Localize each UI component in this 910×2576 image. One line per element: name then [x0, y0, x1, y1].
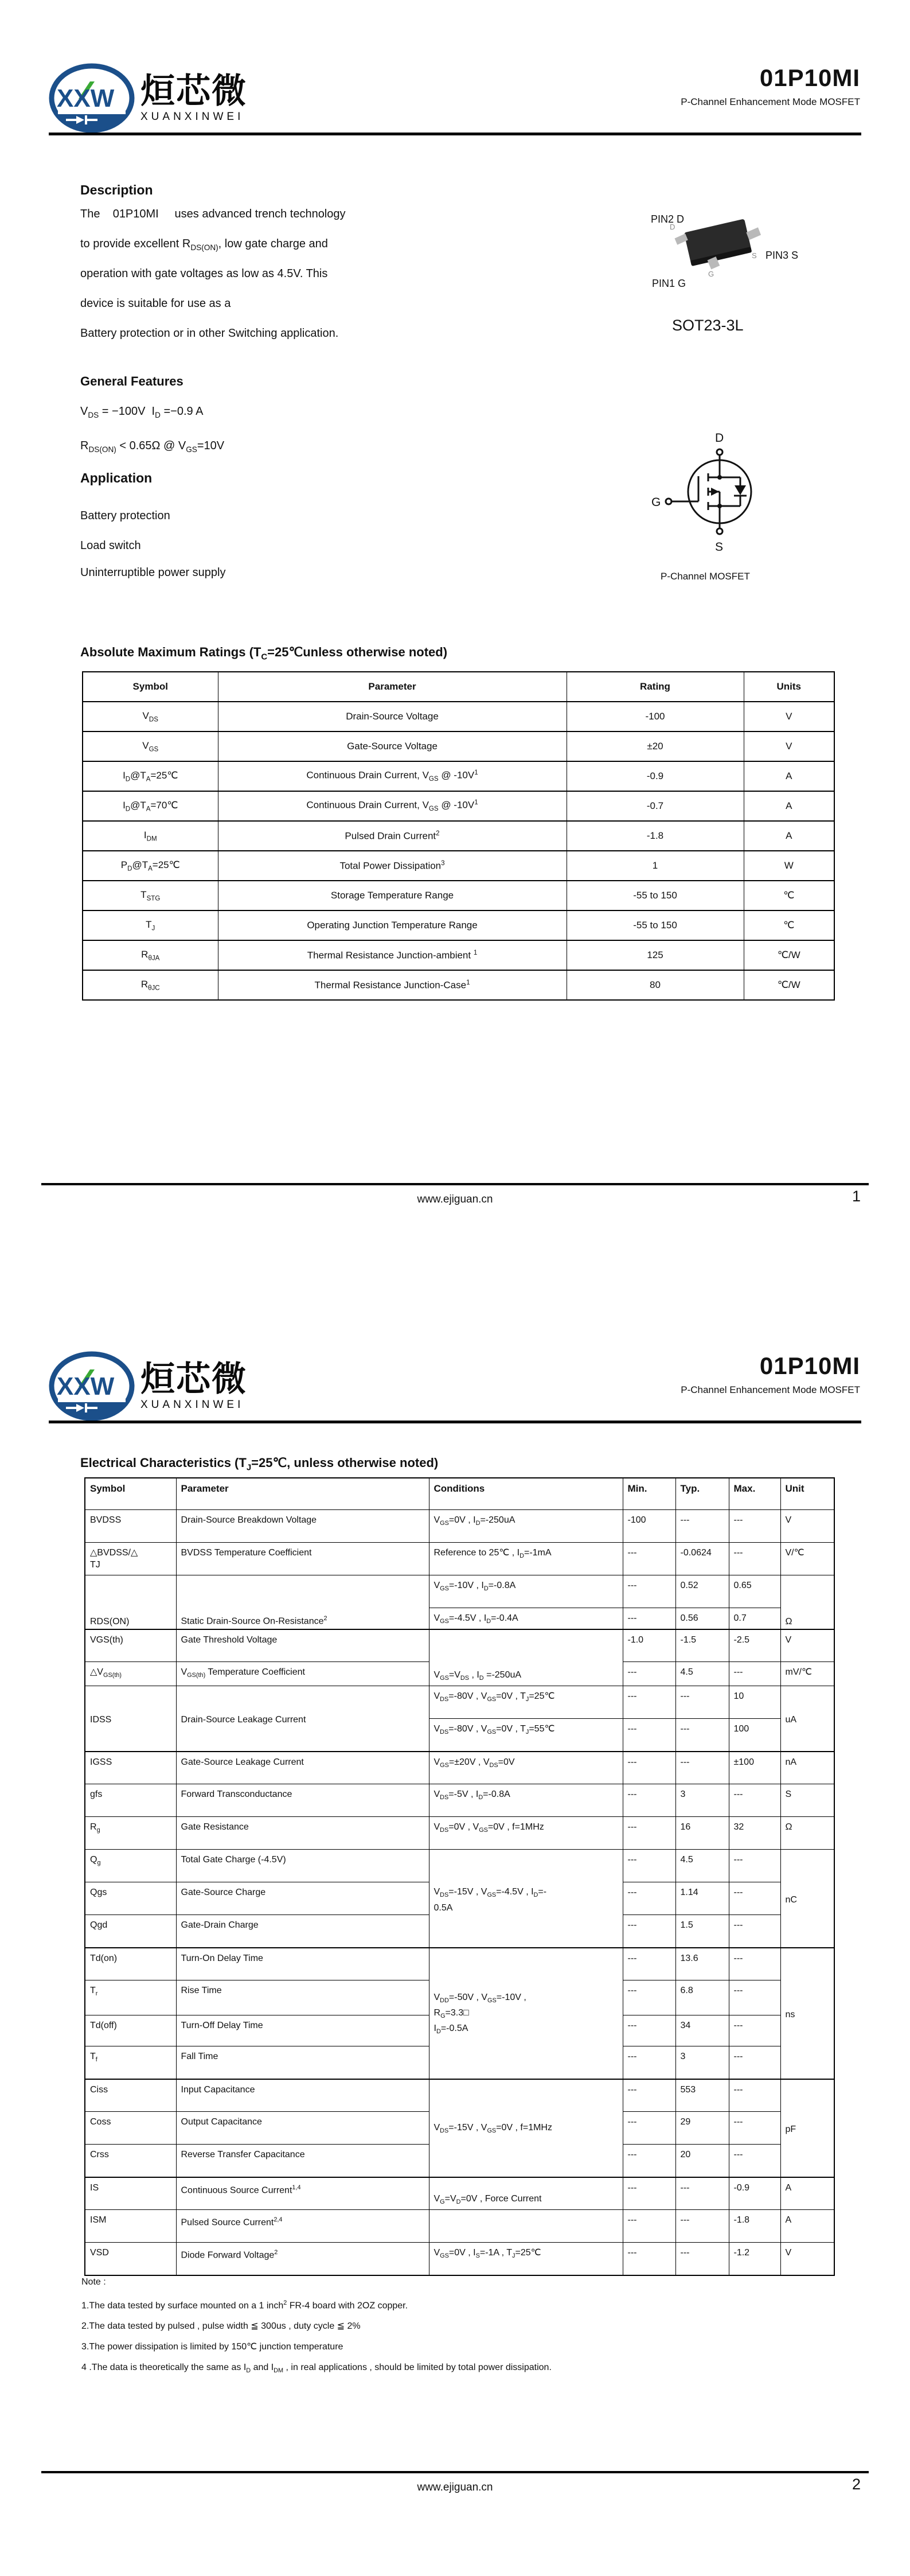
table-cell: 1.14 [675, 1882, 729, 1915]
table-cell: $V_{DS}=-15V$ , $V_{GS}=0V$ , f=1MHz [429, 2079, 623, 2177]
table-cell: $V_{DS}=-5V$ , $I_D=-0.8A$ [429, 1784, 623, 1817]
table-cell: $I_{DM}$ [83, 821, 218, 851]
column-header: Symbol [83, 672, 218, 702]
table-cell: --- [729, 1948, 780, 1980]
document-subtitle: P-Channel Enhancement Mode MOSFET [681, 1384, 860, 1395]
table-cell: $R_g$ [85, 1817, 176, 1850]
description-paragraph [80, 208, 482, 357]
table-cell: --- [623, 1662, 675, 1686]
table-cell: RDS(ON) [85, 1575, 176, 1629]
table-cell: Fall Time [176, 2046, 429, 2079]
table-cell: --- [729, 2015, 780, 2046]
logo-letters: XXW [57, 1372, 115, 1400]
part-number: 01P10MI [759, 64, 860, 91]
header-row [85, 1478, 834, 1509]
note-item: 1.The data tested by surface mounted on a 1 inch$^2$ FR-4 board with 2OZ copper. [81, 2299, 408, 2311]
table-row [83, 881, 834, 910]
table-cell: $P_D@T_A=25℃$ [83, 851, 218, 881]
document-subtitle: P-Channel Enhancement Mode MOSFET [681, 96, 860, 107]
feature-line: $V_{DS} = -100V$ $I_D =-0.9$ A [80, 405, 204, 419]
symbol-gate-label: G [651, 496, 661, 509]
part-number: 01P10MI [759, 1352, 860, 1379]
table-cell: --- [623, 1817, 675, 1850]
column-header: Rating [567, 672, 744, 702]
table-cell: Gate-Source Voltage [218, 731, 567, 761]
package-pin-letter-g: G [708, 270, 714, 278]
table-cell: --- [729, 1662, 780, 1686]
table-cell: 0.65 [729, 1575, 780, 1608]
table-cell: --- [623, 2015, 675, 2046]
table-cell: --- [623, 2112, 675, 2145]
table-cell: IDSS [85, 1686, 176, 1752]
brand-name-en: XUANXINWEI [140, 1398, 244, 1411]
table-cell: $T_{STG}$ [83, 881, 218, 910]
table-cell: Ciss [85, 2079, 176, 2112]
table-cell: V [780, 1509, 834, 1542]
column-header: Symbol [85, 1478, 176, 1509]
table-cell: Continuous Source Current$^{1,4}$ [176, 2177, 429, 2210]
table-row [83, 851, 834, 881]
description-line: The 01P10MI uses advanced trench technology [80, 208, 346, 220]
table-cell: -0.9 [729, 2177, 780, 2210]
table-row [85, 1542, 834, 1575]
package-pin2-label: PIN2 D [651, 213, 685, 225]
table-cell: Turn-Off Delay Time [176, 2015, 429, 2046]
logo-text-block [140, 73, 247, 123]
table-cell: 0.56 [675, 1608, 729, 1629]
table-cell: 16 [675, 1817, 729, 1850]
table-cell: --- [729, 2079, 780, 2112]
application-item: Battery protection [80, 509, 170, 522]
table-cell: ±20 [567, 731, 744, 761]
table-cell: --- [623, 1608, 675, 1629]
mosfet-symbol-diagram [647, 426, 796, 563]
application-item: Uninterruptible power supply [80, 566, 226, 579]
table-cell: Ω [780, 1817, 834, 1850]
title-block [681, 64, 860, 108]
table-cell: --- [623, 1686, 675, 1719]
description-heading: Description [80, 182, 153, 197]
table-cell: Drain-Source Leakage Current [176, 1686, 429, 1752]
column-header: Min. [623, 1478, 675, 1509]
table-cell: VGS(th) [85, 1629, 176, 1662]
package-pin-letter-s: S [752, 251, 757, 260]
table-cell: --- [623, 1719, 675, 1752]
table-cell: --- [623, 1575, 675, 1608]
table-cell: $V_{GS}=0V$ , $I_D=-250uA$ [429, 1509, 623, 1542]
table-row [83, 761, 834, 791]
table-cell: IS [85, 2177, 176, 2210]
company-logo [49, 63, 247, 133]
column-header: Parameter [218, 672, 567, 702]
table-cell: nC [780, 1850, 834, 1948]
table-row [83, 731, 834, 761]
table-cell: W [744, 851, 834, 881]
table-cell: Pulsed Source Current$^{2,4}$ [176, 2210, 429, 2243]
table-row [85, 1629, 834, 1662]
table-row [85, 2210, 834, 2243]
table-cell: Total Power Dissipation$^3$ [218, 851, 567, 881]
title-block [681, 1352, 860, 1396]
table-cell: V [744, 702, 834, 731]
table-cell: $V_{GS}=\pm 20V$ , $V_{DS}=0V$ [429, 1752, 623, 1784]
table-cell: --- [623, 1850, 675, 1882]
description-line: to provide excellent $R_{DS(ON)}$, low gate charge and [80, 238, 328, 252]
table-cell: 4.5 [675, 1662, 729, 1686]
package-photo [622, 201, 823, 304]
table-cell: -0.9 [567, 761, 744, 791]
table-cell: Reverse Transfer Capacitance [176, 2145, 429, 2177]
table-cell: BVDSS Temperature Coefficient [176, 1542, 429, 1575]
column-header: Typ. [675, 1478, 729, 1509]
table-row [83, 821, 834, 851]
logo-text-block [140, 1361, 247, 1411]
table-cell: --- [675, 1509, 729, 1542]
table-cell: ℃/W [744, 940, 834, 970]
application-item: Load switch [80, 539, 141, 552]
table-cell: Ω [780, 1575, 834, 1629]
brand-name-cn: 烜芯微 [140, 71, 247, 110]
table-cell: --- [623, 1542, 675, 1575]
table-cell: -100 [567, 702, 744, 731]
page-number: 1 [852, 1188, 861, 1205]
electrical-characteristics-table [84, 1477, 835, 2276]
table-cell: 3 [675, 1784, 729, 1817]
table-cell: --- [623, 1980, 675, 2015]
column-header: Parameter [176, 1478, 429, 1509]
table-cell: Storage Temperature Range [218, 881, 567, 910]
table-cell: --- [675, 2210, 729, 2243]
table-cell: A [744, 821, 834, 851]
table-cell: Gate Resistance [176, 1817, 429, 1850]
table-cell: 10 [729, 1686, 780, 1719]
table-cell: -55 to 150 [567, 910, 744, 940]
page-number: 2 [852, 2476, 861, 2493]
table-cell: 32 [729, 1817, 780, 1850]
description-line: device is suitable for use as a [80, 297, 231, 310]
table-cell: Drain-Source Voltage [218, 702, 567, 731]
table-cell: ℃ [744, 910, 834, 940]
table-cell: $V_G=V_D=0V$ , Force Current [429, 2177, 623, 2210]
table-cell: Crss [85, 2145, 176, 2177]
table-cell: -0.0624 [675, 1542, 729, 1575]
table-row [83, 702, 834, 731]
table-cell: --- [675, 1752, 729, 1784]
brand-name-en: XUANXINWEI [140, 110, 244, 123]
table-cell: --- [623, 2210, 675, 2243]
footer-divider [41, 2471, 869, 2473]
company-logo [49, 1351, 247, 1421]
table-cell: 3 [675, 2046, 729, 2079]
table-cell: -2.5 [729, 1629, 780, 1662]
table-cell: $T_J$ [83, 910, 218, 940]
header-divider [49, 133, 861, 135]
feature-line: $R_{DS(ON)} < 0.65\Omega$ @ $V_{GS}=10V$ [80, 439, 225, 454]
note-item: 3.The power dissipation is limited by 150℃ junction temperature [81, 2342, 343, 2352]
ec-table-title: Electrical Characteristics ($T_J=25℃$, unless otherwise noted) [80, 1456, 439, 1473]
table-cell: $V_{DS}=-15V$ , $V_{GS}=-4.5V$ , $I_D=-$ 0.5A [429, 1850, 623, 1948]
table-cell: $V_{GS}=-10V$ , $I_D=-0.8A$ [429, 1575, 623, 1608]
table-row [85, 2177, 834, 2210]
general-features-heading: General Features [80, 374, 183, 388]
table-cell: ±100 [729, 1752, 780, 1784]
table-cell: -1.2 [729, 2243, 780, 2275]
symbol-drain-label: D [715, 431, 724, 445]
application-heading: Application [80, 470, 153, 485]
table-cell: Continuous Drain Current, $V_{GS}$ @ $-10V^1$ [218, 761, 567, 791]
table-cell: S [780, 1784, 834, 1817]
table-cell: 6.8 [675, 1980, 729, 2015]
table-cell: $V_{GS(th)}$ Temperature Coefficient [176, 1662, 429, 1686]
table-cell: Drain-Source Breakdown Voltage [176, 1509, 429, 1542]
table-cell: Turn-On Delay Time [176, 1948, 429, 1980]
table-cell: $V_{GS}=0V$ , $I_S=-1A$ , $T_J=25℃$ [429, 2243, 623, 2275]
logo-mark-icon [49, 63, 135, 133]
table-cell: 20 [675, 2145, 729, 2177]
table-cell: --- [623, 1784, 675, 1817]
table-cell: A [744, 761, 834, 791]
package-pin1-label: PIN1 G [652, 278, 686, 289]
table-row [85, 1948, 834, 1980]
table-cell: A [744, 791, 834, 821]
table-cell [429, 2210, 623, 2243]
table-row [83, 910, 834, 940]
table-cell: --- [729, 1542, 780, 1575]
table-cell: 34 [675, 2015, 729, 2046]
absolute-maximum-ratings-table [82, 671, 835, 1001]
table-cell: Td(on) [85, 1948, 176, 1980]
table-cell: Rise Time [176, 1980, 429, 2015]
table-row [85, 1686, 834, 1719]
table-cell: -100 [623, 1509, 675, 1542]
logo-mark-icon [49, 1351, 135, 1421]
table-cell: -0.7 [567, 791, 744, 821]
table-cell: $\triangle V_{GS(th)}$ [85, 1662, 176, 1686]
package-pin-letter-d: D [670, 223, 675, 231]
table-cell: A [780, 2210, 834, 2243]
table-cell: Pulsed Drain Current$^2$ [218, 821, 567, 851]
table-cell: △BVDSS/△ TJ [85, 1542, 176, 1575]
description-line: operation with gate voltages as low as 4.5V. This [80, 267, 328, 280]
datasheet-page-2 [0, 1288, 910, 2576]
table-cell: IGSS [85, 1752, 176, 1784]
table-cell: --- [729, 1784, 780, 1817]
table-cell: Coss [85, 2112, 176, 2145]
table-cell: --- [623, 2046, 675, 2079]
footer-divider [41, 1183, 869, 1185]
table-cell: $I_D@T_A=70℃$ [83, 791, 218, 821]
notes-title: Note : [81, 2277, 106, 2287]
column-header: Unit [780, 1478, 834, 1509]
table-cell: Qgs [85, 1882, 176, 1915]
table-row [85, 1817, 834, 1850]
table-row [83, 970, 834, 1000]
header-row [83, 672, 834, 702]
table-cell: Forward Transconductance [176, 1784, 429, 1817]
table-cell: $V_{GS}$ [83, 731, 218, 761]
table-cell: Gate-Drain Charge [176, 1915, 429, 1948]
table-cell: $I_D@T_A=25℃$ [83, 761, 218, 791]
table-cell: Reference to 25℃ , $I_D=-1mA$ [429, 1542, 623, 1575]
table-cell: ISM [85, 2210, 176, 2243]
table-cell: Diode Forward Voltage$^2$ [176, 2243, 429, 2275]
table-cell: 80 [567, 970, 744, 1000]
table-cell: 13.6 [675, 1948, 729, 1980]
table-cell: $V_{DS}=-80V$ , $V_{GS}=0V$ , $T_J=55℃$ [429, 1719, 623, 1752]
note-item: 2.The data tested by pulsed , pulse width ≦ 300us , duty cycle ≦ 2% [81, 2321, 361, 2332]
table-row [85, 1850, 834, 1882]
table-cell: --- [729, 2112, 780, 2145]
table-cell: $Q_g$ [85, 1850, 176, 1882]
table-row [83, 940, 834, 970]
table-cell: --- [623, 1882, 675, 1915]
table-cell: Operating Junction Temperature Range [218, 910, 567, 940]
table-cell: 0.7 [729, 1608, 780, 1629]
table-cell: --- [729, 1509, 780, 1542]
table-cell: --- [623, 2177, 675, 2210]
table-cell: Thermal Resistance Junction-ambient $^1$ [218, 940, 567, 970]
note-item: 4 .The data is theoretically the same as $I_D$ and $I_{DM}$ , in real applications , should be limited by total power dissipation. [81, 2363, 552, 2375]
table-cell: ℃ [744, 881, 834, 910]
table-cell: Continuous Drain Current, $V_{GS}$ @ $-10V^1$ [218, 791, 567, 821]
amr-table-title: Absolute Maximum Ratings ($T_C=25℃unless$ otherwise noted) [80, 645, 448, 662]
table-cell: --- [729, 1980, 780, 2015]
mosfet-symbol-caption: P-Channel MOSFET [661, 571, 750, 582]
package-caption: SOT23-3L [672, 317, 744, 334]
table-cell: --- [729, 2145, 780, 2177]
table-cell: --- [623, 1948, 675, 1980]
table-cell: Input Capacitance [176, 2079, 429, 2112]
table-cell: $R_{\theta JA}$ [83, 940, 218, 970]
table-cell: 1 [567, 851, 744, 881]
table-cell: -1.5 [675, 1629, 729, 1662]
column-header: Units [744, 672, 834, 702]
table-cell: 125 [567, 940, 744, 970]
table-cell: V/℃ [780, 1542, 834, 1575]
table-cell: --- [623, 1915, 675, 1948]
table-cell: 1.5 [675, 1915, 729, 1948]
table-cell: --- [623, 2243, 675, 2275]
table-row [83, 791, 834, 821]
table-cell: ns [780, 1948, 834, 2079]
table-cell: gfs [85, 1784, 176, 1817]
table-cell: VSD [85, 2243, 176, 2275]
table-row [85, 1752, 834, 1784]
table-row [85, 1784, 834, 1817]
table-cell: Gate Threshold Voltage [176, 1629, 429, 1662]
table-cell: Gate-Source Charge [176, 1882, 429, 1915]
notes-section [81, 2277, 770, 2386]
table-cell: --- [675, 2243, 729, 2275]
table-cell: $V_{DS}=-80V$ , $V_{GS}=0V$ , $T_J=25℃$ [429, 1686, 623, 1719]
brand-name-cn: 烜芯微 [140, 1359, 247, 1398]
table-cell: Qgd [85, 1915, 176, 1948]
table-cell: $V_{GS}=V_{DS}$ , $I_D =-250uA$ [429, 1629, 623, 1686]
symbol-source-label: S [715, 540, 724, 554]
table-cell: Total Gate Charge (-4.5V) [176, 1850, 429, 1882]
footer-url: www.ejiguan.cn [417, 2481, 493, 2493]
table-cell: $T_r$ [85, 1980, 176, 2015]
table-cell: --- [729, 1915, 780, 1948]
table-cell: Td(off) [85, 2015, 176, 2046]
table-cell: $T_f$ [85, 2046, 176, 2079]
table-cell: $R_{\theta JC}$ [83, 970, 218, 1000]
table-cell: 0.52 [675, 1575, 729, 1608]
package-pin3-label: PIN3 S [766, 250, 799, 261]
table-cell: 553 [675, 2079, 729, 2112]
column-header: Conditions [429, 1478, 623, 1509]
table-cell: pF [780, 2079, 834, 2177]
table-cell: ℃/W [744, 970, 834, 1000]
table-cell: --- [675, 1719, 729, 1752]
table-cell: nA [780, 1752, 834, 1784]
table-cell: Gate-Source Leakage Current [176, 1752, 429, 1784]
table-cell: --- [623, 2145, 675, 2177]
table-row [85, 1509, 834, 1542]
logo-letters: XXW [57, 84, 115, 112]
description-line: Battery protection or in other Switching application. [80, 327, 339, 340]
table-cell: Static Drain-Source On-Resistance$^2$ [176, 1575, 429, 1629]
table-cell: --- [729, 2046, 780, 2079]
table-cell: V [780, 2243, 834, 2275]
table-cell: --- [729, 1882, 780, 1915]
table-cell: Output Capacitance [176, 2112, 429, 2145]
table-cell: --- [729, 1850, 780, 1882]
table-cell: --- [623, 1752, 675, 1784]
table-cell: V [744, 731, 834, 761]
footer-url: www.ejiguan.cn [417, 1193, 493, 1205]
table-cell: mV/℃ [780, 1662, 834, 1686]
header-divider [49, 1421, 861, 1423]
table-cell: V [780, 1629, 834, 1662]
table-cell: --- [623, 2079, 675, 2112]
table-cell: $V_{GS}=-4.5V$ , $I_D=-0.4A$ [429, 1608, 623, 1629]
table-cell: $V_{DD}=-50V$ , $V_{GS}=-10V$ , $R_G=3.3□$ $I_D=-0.5A$ [429, 1948, 623, 2079]
column-header: Max. [729, 1478, 780, 1509]
table-cell: 4.5 [675, 1850, 729, 1882]
table-cell: 100 [729, 1719, 780, 1752]
table-cell: --- [675, 1686, 729, 1719]
table-cell: $V_{DS}=0V$ , $V_{GS}=0V$ , f=1MHz [429, 1817, 623, 1850]
table-row [85, 1575, 834, 1608]
table-cell: -1.0 [623, 1629, 675, 1662]
table-cell: -1.8 [567, 821, 744, 851]
table-cell: -1.8 [729, 2210, 780, 2243]
table-row [85, 2243, 834, 2275]
table-cell: 29 [675, 2112, 729, 2145]
table-cell: -55 to 150 [567, 881, 744, 910]
table-cell: A [780, 2177, 834, 2210]
table-cell: BVDSS [85, 1509, 176, 1542]
table-row [85, 2079, 834, 2112]
table-cell: Thermal Resistance Junction-Case$^1$ [218, 970, 567, 1000]
table-cell: $V_{DS}$ [83, 702, 218, 731]
table-cell: uA [780, 1686, 834, 1752]
table-cell: --- [675, 2177, 729, 2210]
